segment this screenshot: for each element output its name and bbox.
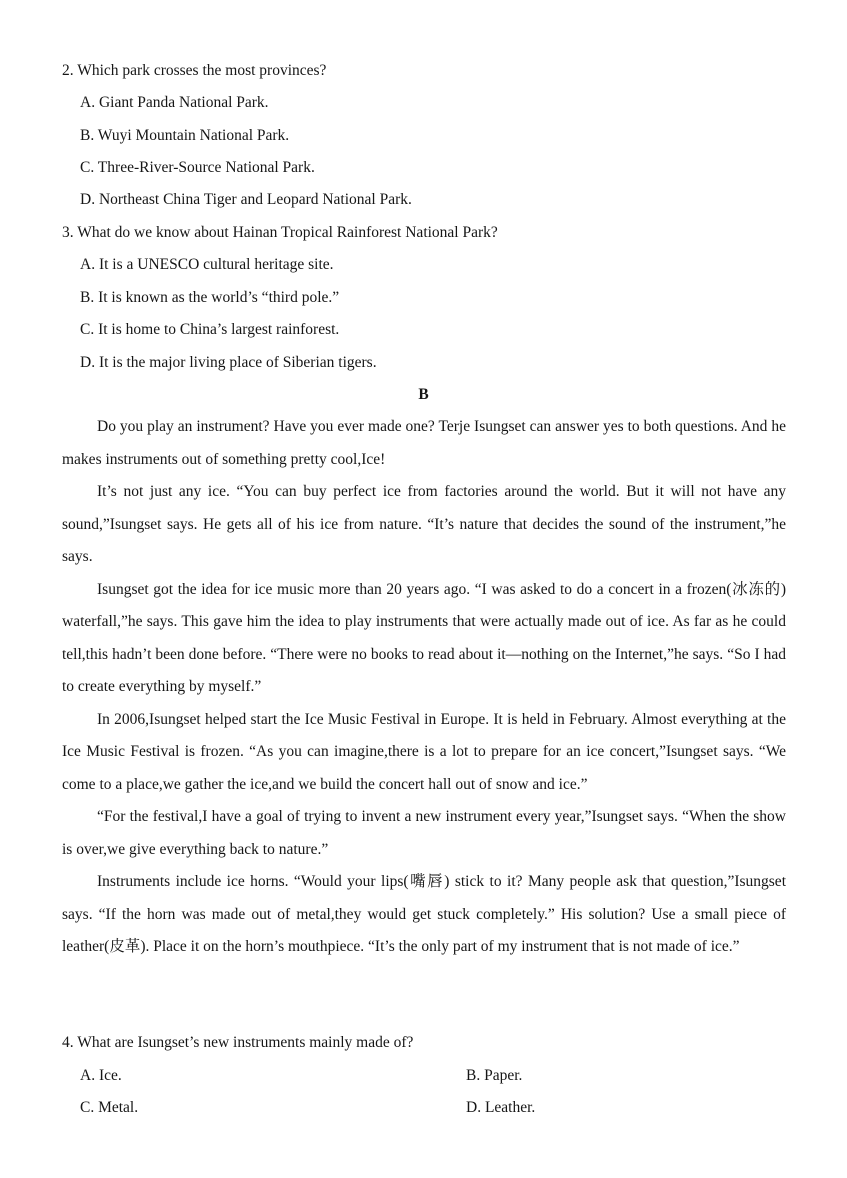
passage-paragraph-5: “For the festival,I have a goal of trying to invent a new instrument every year,”Isungset says. “When the show is over,we give everything back to nature.” (62, 808, 786, 858)
passage-paragraph-6: Instruments include ice horns. “Would your lips(嘴唇) stick to it? Many people ask that question,”Isungset says. “If the horn was made out of metal,they would get stuck completely.” His solution? Use a small piece of leather(皮革). Place it on the horn’s mouthpiece. “It’s the only part of my instrument that is not made of ice.” (62, 873, 786, 955)
q2-option-d: D. Northeast China Tiger and Leopard National Park. (80, 191, 412, 208)
q4-option-c: C. Metal. (80, 1099, 139, 1116)
q4-option-a: A. Ice. (80, 1067, 122, 1084)
q2-option-c: C. Three-River-Source National Park. (80, 159, 315, 176)
section-b-heading: B (418, 386, 429, 403)
passage-paragraph-4: In 2006,Isungset helped start the Ice Music Festival in Europe. It is held in February. Almost everything at the Ice Music Festival is frozen. “As you can imagine,there is a lot to prepare for an ice concert,”Isungset says. “We come to a place,we gather the ice,and we build the concert hall out of snow and ice.” (62, 710, 786, 793)
q3-option-d: D. It is the major living place of Siberian tigers. (80, 354, 377, 371)
q3-option-c: C. It is home to China’s largest rainforest. (80, 321, 340, 338)
passage-paragraph-2: It’s not just any ice. “You can buy perfect ice from factories around the world. But it will not have any sound,”Isungset says. He gets all of his ice from nature. “It’s nature that decides the sound of the instrument,”he says. (62, 483, 786, 565)
question-2: 2. Which park crosses the most provinces? (62, 62, 327, 79)
q3-option-b: B. It is known as the world’s “third pole.” (80, 289, 340, 306)
q2-option-b: B. Wuyi Mountain National Park. (80, 127, 290, 144)
question-4: 4. What are Isungset’s new instruments mainly made of? (62, 1034, 414, 1051)
passage-paragraph-3: Isungset got the idea for ice music more than 20 years ago. “I was asked to do a concert in a frozen(冰冻的) waterfall,”he says. This gave him the idea to play instruments that were actually made out of ice. As far as he could tell,this hadn’t been done before. “There were no books to read about it—nothing on the Internet,”he says. “So I had to create everything by myself.” (62, 580, 786, 695)
q2-option-a: A. Giant Panda National Park. (80, 94, 269, 111)
q4-option-b: B. Paper. (466, 1067, 523, 1084)
q3-option-a: A. It is a UNESCO cultural heritage site. (80, 256, 334, 273)
question-3: 3. What do we know about Hainan Tropical Rainforest National Park? (62, 224, 498, 241)
q4-option-d: D. Leather. (466, 1099, 536, 1116)
passage-b (62, 411, 786, 964)
passage-paragraph-1: Do you play an instrument? Have you ever made one? Terje Isungset can answer yes to both questions. And he makes instruments out of something pretty cool,Ice! (62, 418, 786, 468)
